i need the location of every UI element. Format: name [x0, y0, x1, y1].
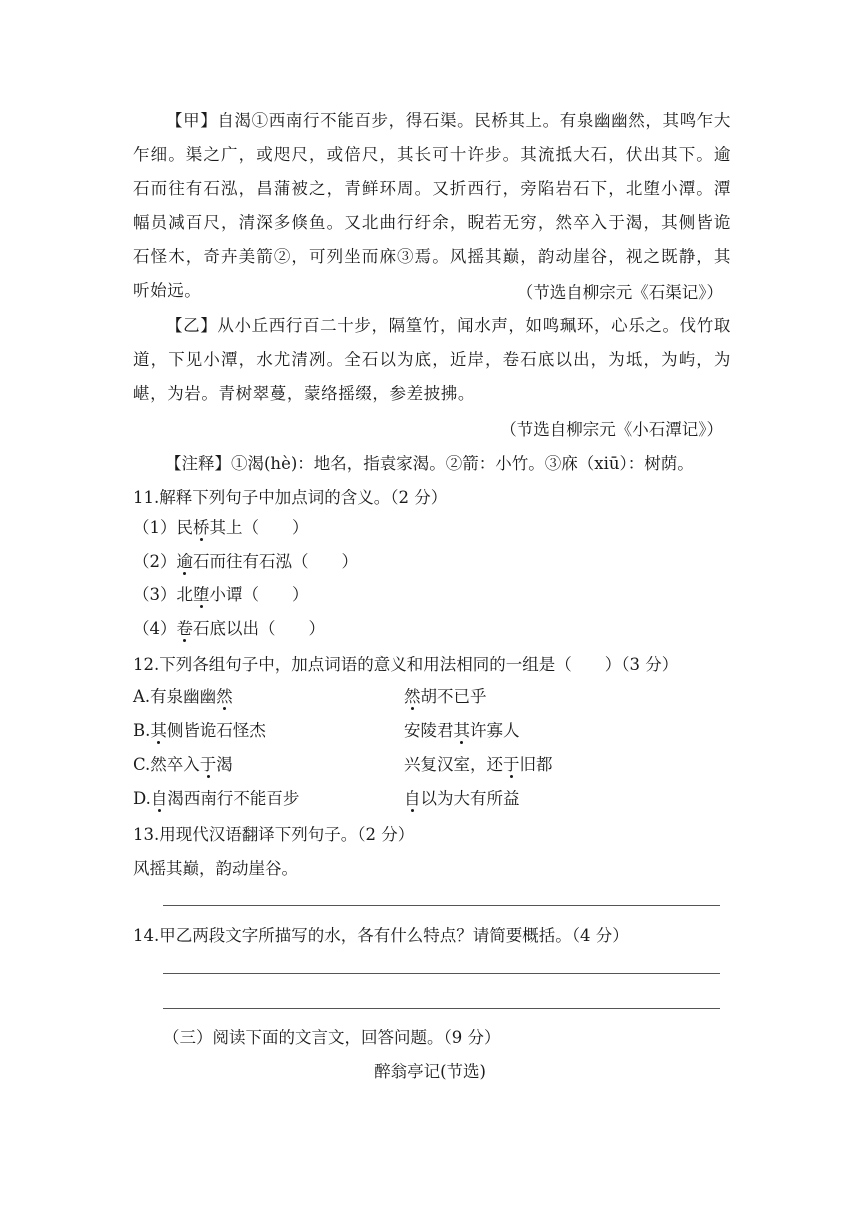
emphasis-dot-word: 自	[150, 789, 168, 808]
question-12-option-c: C.然卒入于渴	[133, 755, 233, 774]
emphasis-dot-word: 桥	[193, 518, 210, 537]
question-12-option-a: A.有泉幽幽然	[133, 687, 233, 706]
question-12-option-a-compare: 然胡不已乎	[404, 687, 487, 706]
emphasis-dot-word: 于	[503, 755, 520, 774]
question-13-stem: 13.用现代汉语翻译下列句子。（2 分）	[133, 825, 415, 844]
question-12-option-b-compare: 安陵君其许寡人	[404, 721, 520, 740]
passage-jia-source: （节选自柳宗元《石渠记》）	[516, 283, 723, 302]
question-11-item: （2）逾石而往有石泓（ ）	[133, 552, 358, 571]
emphasis-dot-word: 其	[453, 721, 470, 740]
question-12-stem: 12.下列各组句子中，加点词语的意义和用法相同的一组是（ ）（3 分）	[133, 655, 679, 674]
passage-yi-source: （节选自柳宗元《小石潭记》）	[500, 420, 723, 439]
question-12-option-d-compare: 自以为大有所益	[404, 789, 520, 808]
emphasis-dot-word: 自	[404, 789, 421, 808]
question-11-stem: 11.解释下列句子中加点词的含义。（2 分）	[133, 488, 448, 507]
section-3-title: 醉翁亭记(节选)	[374, 1062, 486, 1081]
question-11-item: （3）北堕小谭（ ）	[133, 585, 309, 604]
emphasis-dot-word: 然	[404, 687, 421, 706]
question-11-item: （1）民桥其上（ ）	[133, 518, 309, 537]
question-12-option-d: D.自渴西南行不能百步	[133, 789, 300, 808]
question-11-item: （4）卷石底以出（ ）	[133, 619, 325, 638]
question-14-stem: 14.甲乙两段文字所描写的水，各有什么特点？请简要概括。（4 分）	[133, 926, 629, 945]
emphasis-dot-word: 然	[216, 687, 233, 706]
section-3-heading: （三）阅读下面的文言文，回答问题。（9 分）	[163, 1028, 501, 1047]
emphasis-dot-word: 卷	[176, 619, 193, 638]
answer-line[interactable]	[163, 905, 720, 906]
annotation-notes: 【注释】①渴(hè)：地名，指袁家渴。②箭：小竹。③庥（xiū）：树荫。	[165, 454, 694, 473]
passage-jia: 【甲】自渴①西南行不能百步，得石渠。民桥其上。有泉幽幽然，其鸣乍大乍细。渠之广，或咫尺，或倍尺，其长可十许步。其流抵大石，伏出其下。逾石而往有石泓，昌蒲被之，青鲜环周。又折西行，旁陷岩石下，北堕小潭。潭幅员减百尺，清深多倏鱼。又北曲行纡余，睨若无穷，然卒入于渴，其侧皆诡石怪木，奇卉美箭②，可列坐而庥③焉。风摇其巅，韵动崖谷，视之既静，其听始远。	[133, 111, 731, 300]
emphasis-dot-word: 逾	[176, 552, 193, 571]
emphasis-dot-word: 堕	[193, 585, 210, 604]
answer-line[interactable]	[163, 973, 720, 974]
emphasis-dot-word: 于	[199, 755, 217, 774]
question-13-sentence: 风摇其巅，韵动崖谷。	[133, 859, 298, 878]
question-12-option-b: B.其侧皆诡石怪杰	[133, 721, 266, 740]
question-12-option-c-compare: 兴复汉室，还于旧都	[404, 755, 553, 774]
answer-line[interactable]	[163, 1008, 720, 1009]
passage-yi: 【乙】从小丘西行百二十步，隔篁竹，闻水声，如鸣珮环，心乐之。伐竹取道，下见小潭，水尤清冽。全石以为底，近岸，卷石底以出，为坻，为屿，为嵁，为岩。青树翠蔓，蒙络摇缀，参差披拂。	[133, 316, 731, 403]
emphasis-dot-word: 其	[150, 721, 167, 740]
